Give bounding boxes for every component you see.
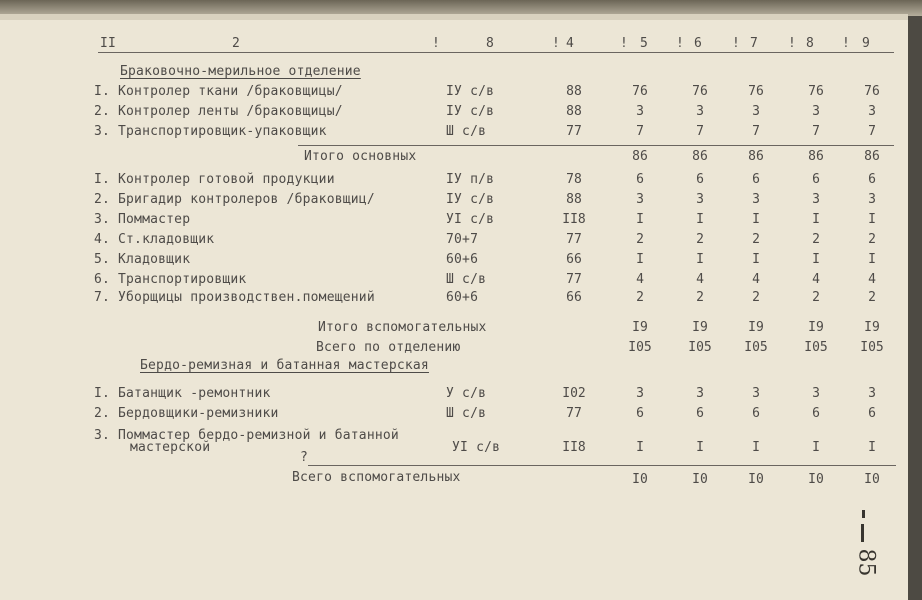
row-category: IУ с/в <box>446 104 495 119</box>
row-position-name: Контролер готовой продукции <box>118 172 335 187</box>
row-value: 2 <box>812 232 820 247</box>
row-value: 3 <box>636 386 644 401</box>
total-value: I05 <box>744 340 768 355</box>
row-position-name-cont: мастерской <box>130 440 211 455</box>
row-value: 6 <box>812 172 820 187</box>
row-category: 60+6 <box>446 252 479 267</box>
total-value: 86 <box>748 149 764 164</box>
total-value: I05 <box>860 340 884 355</box>
row-value: 3 <box>752 192 760 207</box>
row-col4-value: 88 <box>566 104 582 119</box>
row-value: 3 <box>752 386 760 401</box>
row-value: I <box>752 440 760 455</box>
row-number: I. <box>94 386 111 401</box>
row-value: 3 <box>812 192 820 207</box>
row-number: I. <box>94 84 111 99</box>
row-value: I <box>752 252 760 267</box>
row-value: I <box>636 440 644 455</box>
total-value: I05 <box>688 340 712 355</box>
row-col4-value: 78 <box>566 172 582 187</box>
row-position-name: Уборщицы производствен.помещений <box>118 290 375 305</box>
row-value: I <box>752 212 760 227</box>
col-separator: ! <box>842 36 851 51</box>
row-value: 3 <box>696 192 704 207</box>
pencil-mark <box>862 510 865 518</box>
row-category: 60+6 <box>446 290 479 305</box>
row-position-name: Ст.кладовщик <box>118 232 215 247</box>
total-aux-label: Итого вспомогательных <box>318 320 487 335</box>
row-col4-value: I02 <box>562 386 586 401</box>
total-dept-label: Всего по отделению <box>316 340 461 355</box>
col-separator: ! <box>788 36 797 51</box>
row-number: 6. <box>94 272 111 287</box>
row-col4-value: 88 <box>566 192 582 207</box>
total-value: I9 <box>748 320 764 335</box>
row-value: I <box>636 212 644 227</box>
row-value: 4 <box>868 272 876 287</box>
total-value: I9 <box>808 320 824 335</box>
row-number: I. <box>94 172 111 187</box>
row-value: 3 <box>868 104 876 119</box>
row-value: 3 <box>696 104 704 119</box>
row-number: 3. <box>94 428 111 443</box>
col-header-5: 5 <box>640 36 649 51</box>
row-col4-value: 77 <box>566 406 582 421</box>
total-value: I05 <box>628 340 652 355</box>
row-col4-value: II8 <box>562 440 586 455</box>
row-col4-value: II8 <box>562 212 586 227</box>
row-value: 7 <box>812 124 820 139</box>
row-position-name: Поммастер <box>118 212 191 227</box>
row-position-name: Батанщик -ремонтник <box>118 386 271 401</box>
total-value: 86 <box>864 149 880 164</box>
total-value: I0 <box>864 472 880 487</box>
total-value: I9 <box>692 320 708 335</box>
row-category: IУ с/в <box>446 84 495 99</box>
row-number: 3. <box>94 124 111 139</box>
col-header-4: 4 <box>566 36 575 51</box>
total-main-label: Итого основных <box>304 149 417 164</box>
col-separator: ! <box>732 36 741 51</box>
row-category: Ш с/в <box>446 272 487 287</box>
row-value: 6 <box>636 172 644 187</box>
col-header-6: 6 <box>694 36 703 51</box>
row-value: 2 <box>868 232 876 247</box>
row-number: 2. <box>94 192 111 207</box>
row-value: 76 <box>864 84 880 99</box>
row-value: 6 <box>868 406 876 421</box>
row-value: 3 <box>636 192 644 207</box>
row-number: 5. <box>94 252 111 267</box>
total-value: 86 <box>808 149 824 164</box>
row-value: I <box>696 252 704 267</box>
row-value: 7 <box>752 124 760 139</box>
row-value: 3 <box>812 386 820 401</box>
row-value: I <box>812 440 820 455</box>
row-value: 3 <box>752 104 760 119</box>
row-category: УI с/в <box>452 440 501 455</box>
total-value: I0 <box>632 472 648 487</box>
total-value: I0 <box>692 472 708 487</box>
row-value: I <box>696 440 704 455</box>
row-col4-value: 77 <box>566 124 582 139</box>
row-value: 6 <box>752 172 760 187</box>
total-value: 86 <box>692 149 708 164</box>
row-value: 4 <box>752 272 760 287</box>
row-category: 70+7 <box>446 232 479 247</box>
row-col4-value: 88 <box>566 84 582 99</box>
page-number: 85 <box>853 548 879 577</box>
section-title-3: Бердо-ремизная и батанная мастерская <box>140 358 429 373</box>
row-value: 6 <box>696 406 704 421</box>
row-category: Ш с/в <box>446 406 487 421</box>
col-separator: ! <box>620 36 629 51</box>
row-number: 2. <box>94 406 111 421</box>
row-col4-value: 66 <box>566 290 582 305</box>
question-mark: ? <box>300 450 309 465</box>
row-value: 2 <box>696 290 704 305</box>
col-header-1: II <box>100 36 117 51</box>
row-position-name: Бердовщики-ремизники <box>118 406 279 421</box>
row-value: 2 <box>752 232 760 247</box>
col-separator: ! <box>676 36 685 51</box>
col-header-9: 9 <box>862 36 871 51</box>
row-value: 76 <box>808 84 824 99</box>
section-title-1: Браковочно-мерильное отделение <box>120 64 361 79</box>
col-header-2: 2 <box>232 36 241 51</box>
total-value: I0 <box>808 472 824 487</box>
row-category: Ш с/в <box>446 124 487 139</box>
row-value: 7 <box>636 124 644 139</box>
col-separator: ! <box>552 36 561 51</box>
row-value: 3 <box>812 104 820 119</box>
row-value: 3 <box>696 386 704 401</box>
total-value: I05 <box>804 340 828 355</box>
row-position-name: Транспортировщик <box>118 272 247 287</box>
col-header-3: 8 <box>486 36 495 51</box>
row-value: I <box>636 252 644 267</box>
row-col4-value: 66 <box>566 252 582 267</box>
row-position-name: Бригадир контролеров /браковщиц/ <box>118 192 375 207</box>
row-value: 4 <box>812 272 820 287</box>
row-number: 2. <box>94 104 111 119</box>
row-position-name: Поммастер бердо-ремизной и батанной <box>118 428 399 443</box>
row-value: 6 <box>696 172 704 187</box>
row-value: 2 <box>812 290 820 305</box>
total-aux-label-3: Всего вспомогательных <box>292 470 461 485</box>
row-number: 4. <box>94 232 111 247</box>
row-value: 2 <box>868 290 876 305</box>
row-value: 6 <box>752 406 760 421</box>
row-value: I <box>812 252 820 267</box>
row-value: 4 <box>636 272 644 287</box>
row-value: 6 <box>636 406 644 421</box>
total-value: I9 <box>864 320 880 335</box>
total-value: I0 <box>748 472 764 487</box>
row-value: I <box>812 212 820 227</box>
col-header-7: 7 <box>750 36 759 51</box>
row-value: 76 <box>692 84 708 99</box>
row-value: 7 <box>868 124 876 139</box>
row-value: 3 <box>868 192 876 207</box>
row-value: I <box>868 212 876 227</box>
row-value: 6 <box>812 406 820 421</box>
subtotal-rule <box>298 145 894 146</box>
row-category: IУ с/в <box>446 192 495 207</box>
page-edge <box>0 14 908 20</box>
row-value: 3 <box>868 386 876 401</box>
row-value: 2 <box>636 232 644 247</box>
row-value: I <box>696 212 704 227</box>
col-header-8: 8 <box>806 36 815 51</box>
row-value: 2 <box>636 290 644 305</box>
row-value: 7 <box>696 124 704 139</box>
row-value: I <box>868 252 876 267</box>
col-separator: ! <box>432 36 441 51</box>
row-number: 3. <box>94 212 111 227</box>
pencil-mark <box>861 524 864 542</box>
row-category: УI с/в <box>446 212 495 227</box>
row-value: 3 <box>636 104 644 119</box>
row-value: 76 <box>748 84 764 99</box>
row-category: IУ п/в <box>446 172 495 187</box>
row-position-name: Контролер ткани /браковщицы/ <box>118 84 343 99</box>
row-value: 6 <box>868 172 876 187</box>
row-value: 2 <box>752 290 760 305</box>
row-value: I <box>868 440 876 455</box>
total-value: I9 <box>632 320 648 335</box>
row-position-name: Кладовщик <box>118 252 191 267</box>
row-number: 7. <box>94 290 111 305</box>
row-col4-value: 77 <box>566 232 582 247</box>
total-rule <box>308 465 896 466</box>
total-value: 86 <box>632 149 648 164</box>
header-rule <box>98 52 894 53</box>
row-value: 76 <box>632 84 648 99</box>
row-category: У с/в <box>446 386 487 401</box>
row-value: 2 <box>696 232 704 247</box>
row-col4-value: 77 <box>566 272 582 287</box>
row-value: 4 <box>696 272 704 287</box>
row-position-name: Транспортировщик-упаковщик <box>118 124 327 139</box>
row-position-name: Контролер ленты /браковщицы/ <box>118 104 343 119</box>
